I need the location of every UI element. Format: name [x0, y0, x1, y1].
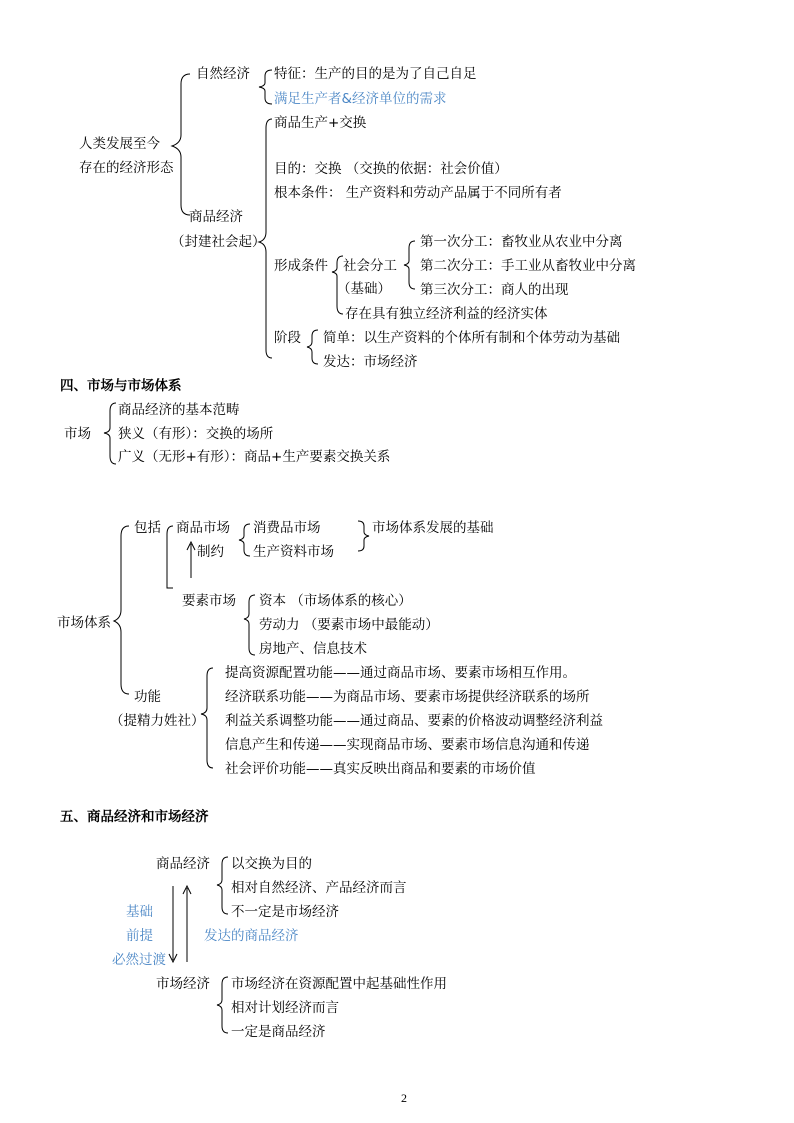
stage-developed: 发达：市场经济 [323, 354, 418, 370]
constrain-label: 制约 [197, 544, 224, 560]
division-item: 第三次分工：商人的出现 [420, 282, 569, 298]
factor-item: 房地产、信息技术 [259, 641, 367, 657]
social-division-basis: （基础） [337, 281, 391, 297]
market-label: 市场 [64, 426, 91, 442]
market-item: 狭义（有形）：交换的场所 [118, 426, 274, 442]
market-item: 广义（无形+有形）：商品+生产要素交换关系 [118, 449, 391, 465]
market-item: 商品经济的基本范畴 [118, 402, 240, 418]
means-market-label: 生产资料市场 [253, 544, 334, 560]
natural-economy-note: 满足生产者&经济单位的需求 [274, 91, 447, 107]
function-mnemonic: （提精力姓社） [110, 713, 205, 729]
commodity-item: 商品生产+交换 [274, 115, 367, 131]
note-premise: 前提 [126, 928, 153, 944]
natural-economy-feature: 特征：生产的目的是为了自己自足 [274, 66, 477, 82]
market-economy-item: 相对计划经济而言 [231, 1000, 339, 1016]
commodity-item: 目的：交换 （交换的依据：社会价值） [274, 161, 508, 177]
commodity-economy-label-2: 商品经济 [156, 856, 210, 872]
section-heading: 四、市场与市场体系 [60, 378, 182, 394]
factor-market-label: 要素市场 [182, 593, 236, 609]
function-label: 功能 [134, 689, 161, 705]
independent-entity: 存在具有独立经济利益的经济实体 [345, 306, 548, 322]
commodity-economy-label: 商品经济 [189, 209, 243, 225]
consumer-market-label: 消费品市场 [253, 520, 321, 536]
function-item: 信息产生和传递——实现商品市场、要素市场信息沟通和传递 [225, 737, 590, 753]
commodity-economy-item: 相对自然经济、产品经济而言 [231, 880, 407, 896]
function-item: 社会评价功能——真实反映出商品和要素的市场价值 [225, 761, 536, 777]
commodity-economy-item: 以交换为目的 [231, 856, 312, 872]
page-number: 2 [401, 1091, 407, 1105]
root-label-line2: 存在的经济形态 [79, 160, 174, 176]
market-economy-label: 市场经济 [156, 976, 210, 992]
division-item: 第一次分工：畜牧业从农业中分离 [420, 234, 623, 250]
note-basis: 基础 [126, 904, 153, 920]
function-item: 利益关系调整功能——通过商品、要素的价格波动调整经济利益 [225, 713, 603, 729]
commodity-economy-item: 不一定是市场经济 [231, 904, 339, 920]
natural-economy-label: 自然经济 [196, 66, 250, 82]
factor-item: 劳动力 （要素市场中最能动） [259, 617, 439, 633]
division-item: 第二次分工：手工业从畜牧业中分离 [420, 258, 636, 274]
include-label: 包括 [134, 520, 161, 536]
formation-label: 形成条件 [274, 258, 328, 274]
section-heading: 五、商品经济和市场经济 [60, 809, 209, 825]
stage-simple: 简单：以生产资料的个体所有制和个体劳动为基础 [323, 330, 620, 346]
market-economy-item: 一定是商品经济 [231, 1024, 326, 1040]
root-label-line1: 人类发展至今 [79, 136, 160, 152]
stage-label: 阶段 [274, 330, 301, 346]
commodity-item: 根本条件： 生产资料和劳动产品属于不同所有者 [274, 185, 562, 201]
market-system-label: 市场体系 [57, 615, 111, 631]
system-basis-label: 市场体系发展的基础 [372, 520, 494, 536]
commodity-economy-sub: （封建社会起） [171, 234, 266, 250]
function-item: 提高资源配置功能——通过商品市场、要素市场相互作用。 [225, 665, 576, 681]
social-division-label: 社会分工 [343, 258, 397, 274]
developed-commodity-note: 发达的商品经济 [204, 928, 299, 944]
function-item: 经济联系功能——为商品市场、要素市场提供经济联系的场所 [225, 689, 590, 705]
goods-market-label: 商品市场 [176, 520, 230, 536]
market-economy-item: 市场经济在资源配置中起基础性作用 [231, 976, 447, 992]
note-transition: 必然过渡 [112, 952, 166, 968]
factor-item: 资本 （市场体系的核心） [259, 593, 412, 609]
